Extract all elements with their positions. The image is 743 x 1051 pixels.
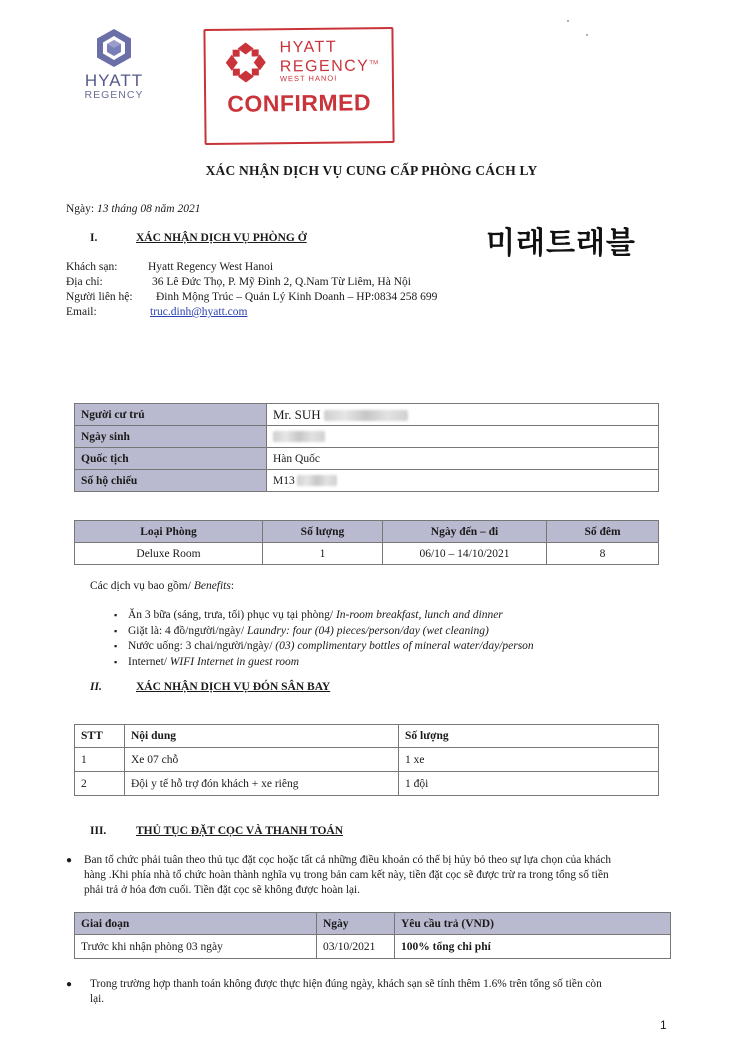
section-3-heading	[90, 825, 343, 837]
section-2-number: II.	[90, 681, 102, 693]
airport-header-quantity: Số lượng	[399, 725, 659, 748]
airport-cell-quantity: 1 xe	[399, 748, 659, 772]
room-header-nights: Số đêm	[547, 521, 659, 543]
payment-cell-date: 03/10/2021	[317, 935, 395, 959]
info-key-hotel: Khách sạn:	[66, 261, 118, 273]
room-header-quantity: Số lượng	[263, 521, 383, 543]
benefits-heading: Các dịch vụ bao gồm/ Benefits:	[90, 580, 235, 592]
bullet-icon: ●	[66, 855, 73, 866]
hyatt-logo	[78, 28, 150, 101]
stamp-line-2: REGENCY™	[279, 57, 379, 76]
airport-header-content: Nội dung	[125, 725, 399, 748]
table-header-row	[75, 913, 671, 935]
korean-watermark: 미래트래블	[486, 226, 636, 261]
info-value-contact: Đinh Mộng Trúc – Quản Lý Kinh Doanh – HP:0834 258 699	[156, 291, 438, 303]
hotel-info	[66, 260, 666, 322]
redacted-blur	[273, 431, 325, 442]
table-row	[75, 426, 659, 448]
guest-table	[74, 403, 659, 492]
paragraph-line: hàng .Khi phía nhà tổ chức hoàn thành nghĩa vụ trong bản cam kết này, tiền đặt cọc sẽ được trừ ra trong tổng số tiền	[84, 869, 609, 881]
logo-line-1: HYATT	[84, 71, 144, 90]
document-title: XÁC NHẬN DỊCH VỤ CUNG CẤP PHÒNG CÁCH LY	[205, 163, 538, 178]
table-row	[75, 543, 659, 565]
table-row	[75, 748, 659, 772]
guest-label-passport: Số hộ chiếu	[75, 470, 267, 492]
date-label: Ngày:	[66, 203, 95, 215]
redacted-blur	[297, 475, 337, 486]
paragraph-line: phải trả ở hóa đơn cuối. Tiền đặt cọc sẽ không được hoàn lại.	[84, 884, 360, 896]
guest-value-nationality: Hàn Quốc	[267, 448, 659, 470]
guest-value-resident: Mr. SUH	[267, 404, 659, 426]
guest-label-resident: Người cư trú	[75, 404, 267, 426]
section-1-title: XÁC NHẬN DỊCH VỤ PHÒNG Ở	[136, 232, 307, 244]
list-item: ▪ Internet/ WIFI Internet in guest room	[114, 655, 534, 671]
hyatt-emblem-icon	[95, 28, 133, 68]
room-cell-type: Deluxe Room	[75, 543, 263, 565]
info-key-contact: Người liên hệ:	[66, 291, 133, 303]
list-item: ▪ Giặt là: 4 đồ/người/ngày/ Laundry: four (04) pieces/person/day (wet cleaning)	[114, 624, 534, 640]
payment-header-stage: Giai đoạn	[75, 913, 317, 935]
stamp-line-1: HYATT	[279, 38, 338, 57]
section-3-title: THỦ TỤC ĐẶT CỌC VÀ THANH TOÁN	[136, 825, 344, 837]
airport-cell-quantity: 1 đội	[399, 772, 659, 796]
room-header-dates: Ngày đến – đi	[383, 521, 547, 543]
hyatt-stamp-emblem-icon	[224, 40, 268, 84]
section-2-heading	[90, 681, 330, 693]
paragraph-line: Ban tổ chức phải tuân theo thủ tục đặt cọc hoặc tất cả những điều khoản có thể bị hủy bỏ theo sự lựa chọn của khách	[84, 854, 612, 866]
section-1-number: I.	[90, 232, 98, 244]
list-item: ▪ Nước uống: 3 chai/người/ngày/ (03) complimentary bottles of mineral water/day/person	[114, 639, 534, 655]
benefits-list	[114, 608, 534, 670]
section-2-title: XÁC NHẬN DỊCH VỤ ĐÓN SÂN BAY	[136, 681, 331, 693]
late-payment-paragraph	[90, 977, 680, 1007]
info-key-email: Email:	[66, 306, 97, 318]
deposit-paragraph	[84, 853, 684, 898]
airport-table	[74, 724, 659, 796]
table-row	[75, 470, 659, 492]
airport-cell-content: Đội y tế hỗ trợ đón khách + xe riêng	[125, 772, 399, 796]
stamp-line-3: WEST HANOI	[279, 73, 338, 84]
table-row	[75, 935, 671, 959]
paragraph-line: Trong trường hợp thanh toán không được thực hiện đúng ngày, khách sạn sẽ tính thêm 1.6% trên tổng số tiền còn	[90, 978, 602, 990]
stamp-status: CONFIRMED	[227, 89, 372, 117]
section-1-heading	[90, 232, 307, 244]
room-table	[74, 520, 659, 565]
guest-value-birthdate	[267, 426, 659, 448]
airport-header-stt: STT	[75, 725, 125, 748]
date-value: 13 tháng 08 năm 2021	[96, 203, 201, 215]
airport-cell-content: Xe 07 chỗ	[125, 748, 399, 772]
table-row	[75, 772, 659, 796]
info-value-hotel: Hyatt Regency West Hanoi	[148, 261, 274, 273]
table-row	[75, 448, 659, 470]
guest-label-birthdate: Ngày sinh	[75, 426, 267, 448]
table-header-row	[75, 521, 659, 543]
payment-header-requirement: Yêu cầu trả (VND)	[395, 913, 671, 935]
payment-header-date: Ngày	[317, 913, 395, 935]
scan-speck	[586, 34, 588, 36]
airport-cell-stt: 2	[75, 772, 125, 796]
airport-cell-stt: 1	[75, 748, 125, 772]
guest-label-nationality: Quốc tịch	[75, 448, 267, 470]
payment-cell-stage: Trước khi nhận phòng 03 ngày	[75, 935, 317, 959]
room-header-type: Loại Phòng	[75, 521, 263, 543]
list-item: ▪ Ăn 3 bữa (sáng, trưa, tối) phục vụ tại phòng/ In-room breakfast, lunch and dinner	[114, 608, 534, 624]
payment-table	[74, 912, 671, 959]
room-cell-dates: 06/10 – 14/10/2021	[383, 543, 547, 565]
confirmed-stamp	[203, 27, 394, 145]
scan-speck	[567, 20, 569, 22]
document-date	[66, 203, 200, 215]
redacted-blur	[324, 410, 408, 421]
page-number: 1	[660, 1018, 667, 1032]
section-3-number: III.	[90, 825, 107, 837]
table-row	[75, 404, 659, 426]
info-key-address: Địa chỉ:	[66, 276, 103, 288]
stamp-tm: TM	[369, 60, 379, 67]
table-header-row	[75, 725, 659, 748]
guest-value-passport: M13	[267, 470, 659, 492]
email-link[interactable]: truc.dinh@hyatt.com	[150, 306, 248, 318]
info-value-address: 36 Lê Đức Thọ, P. Mỹ Đình 2, Q.Nam Từ Liêm, Hà Nội	[152, 276, 411, 288]
paragraph-line: lại.	[90, 993, 105, 1005]
bullet-icon: ●	[66, 979, 73, 990]
logo-line-2: REGENCY	[84, 89, 144, 101]
room-cell-nights: 8	[547, 543, 659, 565]
payment-cell-requirement: 100% tổng chi phí	[395, 935, 671, 959]
room-cell-quantity: 1	[263, 543, 383, 565]
